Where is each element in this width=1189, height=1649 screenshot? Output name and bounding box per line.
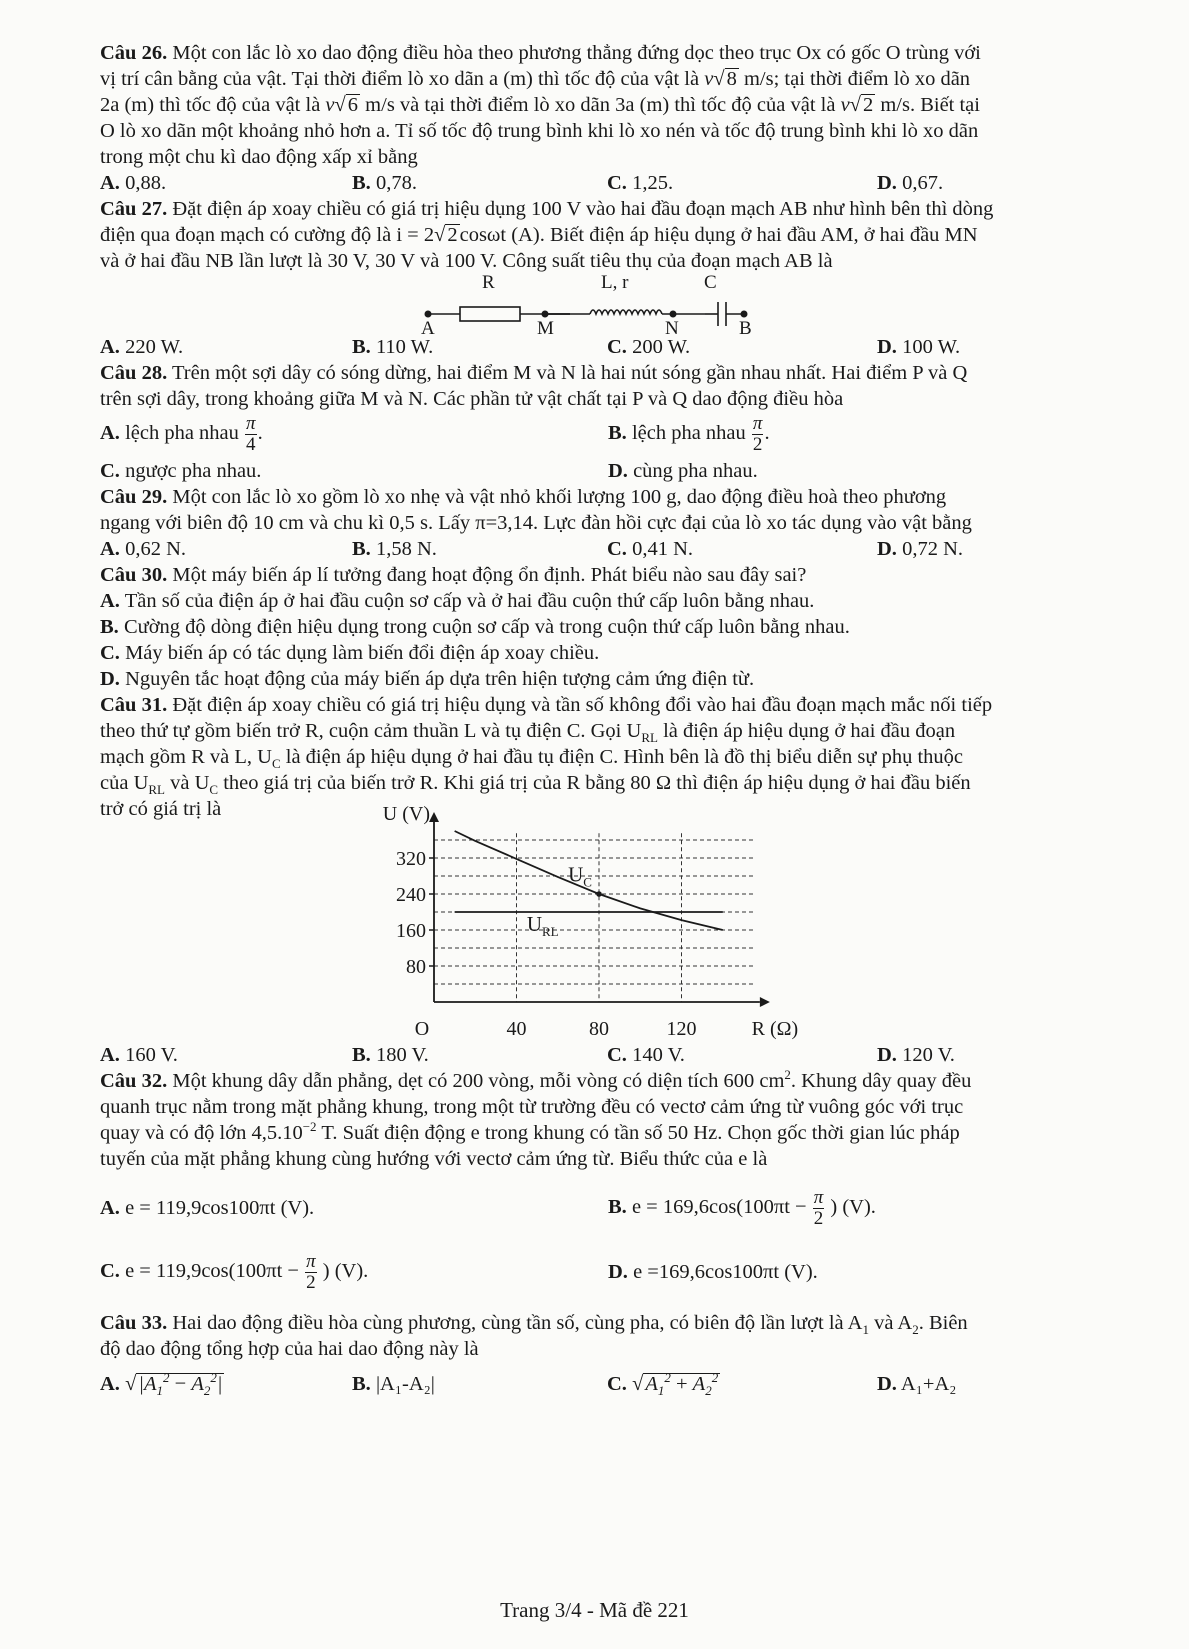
y-tick-label: 240 (396, 884, 426, 906)
subscript: 1 (862, 1322, 869, 1338)
question-text: trên sợi dây, trong khoảng giữa M và N. Các phần tử vật chất tại P và Q dao động điều hòa (100, 388, 844, 410)
series-label-uc-sub: C (583, 874, 592, 890)
var-v: v (704, 68, 714, 90)
numerator: π (813, 1186, 824, 1208)
exam-page (100, 40, 1145, 1406)
question-text: quanh trục nằm trong mặt phẳng khung, trong một từ trường đều có vectơ cảm ứng từ vuông góc với trục (100, 1096, 964, 1118)
question-text: tuyến của mặt phẳng khung cùng hướng với vectơ cảm ứng từ. Biểu thức của e là (100, 1148, 768, 1170)
option-text: lệch pha nhau (119, 421, 245, 444)
question-33 (100, 1310, 1145, 1406)
denominator: 2 (306, 1271, 316, 1293)
option-a[interactable] (100, 1195, 608, 1221)
option-c[interactable] (100, 458, 608, 484)
option-key: B. (100, 616, 119, 638)
x-axis-label: R (Ω) (751, 1018, 799, 1040)
options (100, 412, 1145, 456)
option-text: 200 W. (626, 336, 691, 358)
question-text: Đặt điện áp xoay chiều có giá trị hiệu dụng và tần số không đổi vào hai đầu đoạn mạch mắc nối tiếp (167, 694, 993, 716)
operator: − (169, 1373, 192, 1395)
question-text: Một con lắc lò xo dao động điều hòa theo phương thẳng đứng dọc theo trục Ox có gốc O trùng với (167, 42, 981, 64)
option-key: D. (100, 668, 120, 690)
options (100, 1042, 1145, 1068)
sqrt-expression: v√2 (840, 94, 874, 116)
question-31 (100, 692, 1145, 1068)
label-R: R (482, 272, 495, 293)
origin-label: O (414, 1018, 430, 1040)
inductor-Lr (590, 310, 662, 314)
option-d[interactable] (608, 458, 758, 484)
option-key: C. (607, 1373, 627, 1395)
series-label-url: $U_{RL}$ (526, 911, 559, 939)
question-text: điện qua đoạn mạch có cường độ là i = 2 (100, 224, 435, 246)
denominator: 2 (752, 433, 763, 455)
question-text: O lò xo dãn một khoảng nhỏ hơn a. Tỉ số tốc độ trung bình khi lò xo nén và tốc độ trung bình khi lò xo dãn (100, 120, 979, 142)
option-b[interactable] (352, 536, 607, 562)
superscript: 2 (784, 1067, 791, 1083)
option-key: A. (100, 1044, 120, 1066)
option-key: D. (877, 336, 897, 358)
option-end: ) (V). (825, 1195, 876, 1218)
option-b[interactable] (352, 1371, 607, 1397)
superscript: 2 (210, 1370, 217, 1386)
y-tick-label: 160 (396, 920, 426, 942)
question-label: Câu 32. (100, 1070, 168, 1092)
question-27: Câu 27. Đặt điện áp xoay chiều có giá trị hiệu dụng 100 V vào hai đầu đoạn mạch AB như hình bên thì dòng điện qua đoạn mạch có cường độ là i = 2√2cosωt (A). Biết điện áp hiệu dụng ở hai đầu AM, ở hai đầu MN và ở hai đầu NB lần lượt là 30 V, 30 V và 100 V. Công suất tiêu thụ của đoạn mạch AB là R L, r C A M N B A. 220 W. B. 110 W. C. 200 W. D. 100 W. (100, 196, 1145, 360)
fraction (245, 414, 257, 455)
option-d[interactable] (877, 1042, 955, 1068)
option-end: . (764, 421, 770, 444)
question-label: Câu 30. (100, 564, 168, 586)
question-text: của U (100, 772, 149, 794)
option-text: lệch pha nhau (626, 421, 751, 444)
question-text: m/s và tại thời điểm lò xo dãn 3a (m) thì tốc độ của vật là (360, 94, 841, 116)
question-text: là điện áp hiệu dụng ở hai đầu đoạn (657, 720, 956, 742)
question-32 (100, 1068, 1145, 1304)
superscript: 2 (664, 1370, 671, 1386)
options (100, 1176, 1145, 1240)
option-text: 0,67. (896, 172, 944, 194)
option-d[interactable] (877, 170, 943, 196)
node-B (741, 311, 748, 318)
subscript: 2 (705, 1383, 712, 1399)
option-text: e = 119,9cos100πt (V). (119, 1197, 315, 1219)
subscript: C (209, 782, 219, 798)
radicand: 2 (447, 224, 458, 246)
question-label: Câu 31. (100, 694, 168, 716)
circuit-diagram (100, 272, 1145, 339)
question-29 (100, 484, 1145, 562)
question-text: theo thứ tự gồm biến trở R, cuộn cảm thuần L và tụ điện C. Gọi U (100, 720, 642, 742)
option-text: Nguyên tắc hoạt động của máy biến áp dựa trên hiện tượng cảm ứng điện từ. (119, 668, 755, 690)
options (100, 458, 1145, 484)
option-d[interactable] (100, 666, 1145, 692)
option-c[interactable] (607, 1042, 877, 1068)
option-key: C. (607, 172, 627, 194)
option-key: B. (352, 1044, 371, 1066)
option-key: A. (100, 538, 120, 560)
option-key: B. (352, 172, 371, 194)
option-b[interactable] (100, 614, 1145, 640)
option-key: C. (100, 1259, 120, 1282)
question-text: T. Suất điện động e trong khung có tần số 50 Hz. Chọn gốc thời gian lúc pháp (316, 1122, 960, 1144)
resistor-R (460, 307, 520, 321)
label-Lr: L, r (601, 272, 629, 293)
option-end: ) (V). (317, 1259, 369, 1282)
options (100, 170, 1145, 196)
option-end: . (257, 421, 263, 444)
fraction (305, 1252, 317, 1293)
page-footer: Trang 3/4 - Mã đề 221 (500, 1598, 689, 1622)
question-text: Một máy biến áp lí tưởng đang hoạt động ổn định. Phát biểu nào sau đây sai? (167, 564, 807, 586)
option-key: D. (877, 172, 897, 194)
question-text: trong một chu kì dao động xấp xỉ bằng (100, 146, 418, 168)
subscript: C (271, 756, 281, 772)
option-b[interactable] (608, 414, 770, 455)
question-label: Câu 29. (100, 486, 168, 508)
superscript: −2 (302, 1119, 317, 1135)
question-text: độ dao động tổng hợp của hai dao động này là (100, 1338, 479, 1360)
option-c[interactable] (100, 640, 1145, 666)
x-tick-label: 120 (666, 1018, 697, 1040)
option-key: B. (608, 1195, 627, 1218)
option-key: D. (877, 1044, 897, 1066)
option-text: 180 V. (370, 1044, 429, 1066)
x-tick-label: 80 (589, 1018, 609, 1040)
option-key: B. (352, 1373, 371, 1395)
superscript: 2 (163, 1370, 170, 1386)
superscript: 2 (711, 1370, 719, 1386)
option-key: B. (352, 336, 371, 358)
question-30 (100, 562, 1145, 692)
options (100, 334, 1145, 360)
option-b[interactable] (352, 334, 607, 360)
label-M: M (537, 318, 554, 339)
fraction (752, 414, 764, 455)
label-A: A (421, 318, 435, 339)
sqrt-expression: v√6 (325, 94, 359, 116)
option-key: A. (100, 590, 120, 612)
option-key: C. (100, 460, 120, 482)
option-text: e = 119,9cos(100πt − (119, 1259, 305, 1282)
option-key: D. (608, 460, 628, 482)
option-text: e =169,6cos100πt (V). (627, 1261, 818, 1283)
label-B: B (739, 318, 752, 339)
node-A (425, 311, 432, 318)
denominator: 2 (813, 1207, 824, 1229)
subscript: 2 (912, 1322, 919, 1338)
question-text: Trên một sợi dây có sóng dừng, hai điểm M và N là hai nút sóng gần nhau nhất. Hai điểm P và Q (167, 362, 968, 384)
var-v: v (840, 94, 850, 116)
denominator: 4 (246, 433, 256, 455)
question-text: và ở hai đầu NB lần lượt là 30 V, 30 V và 100 V. Công suất tiêu thụ của đoạn mạch AB là (100, 250, 833, 272)
var-a: A (143, 1373, 157, 1395)
option-a[interactable] (100, 414, 608, 455)
subscript: 1 (156, 1383, 163, 1399)
option-key: C. (607, 1044, 627, 1066)
radicand: 2 (862, 94, 874, 116)
option-d[interactable] (877, 536, 963, 562)
option-key: D. (877, 538, 897, 560)
option-text: 160 V. (119, 1044, 178, 1066)
question-text: Một khung dây dẫn phẳng, dẹt có 200 vòng, mỗi vòng có diện tích 600 cm (167, 1070, 785, 1092)
question-label: Câu 27. (100, 198, 168, 220)
subscript: 1 (657, 1383, 665, 1399)
question-text: cosωt (A). Biết điện áp hiệu dụng ở hai đầu AM, ở hai đầu MN (459, 224, 978, 246)
question-label: Câu 28. (100, 362, 168, 384)
question-text: Hai dao động điều hòa cùng phương, cùng tần số, cùng pha, có biên độ lần lượt là A (167, 1312, 863, 1334)
option-a[interactable] (100, 334, 352, 360)
option-key: A. (100, 336, 120, 358)
var-a: A (692, 1373, 706, 1395)
sqrt-expression: v√8 (704, 68, 737, 90)
option-d[interactable] (877, 334, 960, 360)
option-key: B. (352, 538, 371, 560)
option-a[interactable] (100, 588, 1145, 614)
option-a[interactable]: A. $√|A_1^2 - A_2^2|$ (100, 1370, 223, 1399)
option-text: 100 W. (896, 336, 961, 358)
x-axis-arrow (760, 997, 770, 1007)
label-C: C (704, 272, 717, 293)
option-text: 220 W. (119, 336, 184, 358)
radicand: $|A_1^2 - A_2^2|$ (138, 1370, 223, 1399)
option-c[interactable] (100, 1252, 608, 1293)
var-v: v (325, 94, 335, 116)
question-text: trở có giá trị là (100, 798, 222, 820)
option-text: 0,62 N. (119, 538, 186, 560)
question-28 (100, 360, 1145, 484)
option-a[interactable] (100, 170, 352, 196)
question-text: vị trí cân bằng của vật. Tại thời điểm lò xo dãn a (m) thì tốc độ của vật là (100, 68, 705, 90)
option-d[interactable] (608, 1259, 818, 1285)
option-text: ngược pha nhau. (119, 460, 262, 482)
option-key: A. (100, 421, 120, 444)
question-text: m/s. Biết tại (875, 94, 980, 116)
question-label: Câu 33. (100, 1312, 168, 1334)
question-text: 2a (m) thì tốc độ của vật là (100, 94, 326, 116)
options (100, 1362, 1145, 1406)
var-a: A (645, 1373, 658, 1395)
option-b[interactable] (608, 1188, 876, 1229)
option-text: Cường độ dòng điện hiệu dụng trong cuộn sơ cấp và trong cuộn thứ cấp luôn bằng nhau. (118, 616, 850, 638)
question-26 (100, 40, 1145, 196)
option-key: A. (100, 1197, 120, 1219)
question-label: Câu 26. (100, 42, 168, 64)
question-text: ngang với biên độ 10 cm và chu kì 0,5 s. Lấy π=3,14. Lực đàn hồi cực đại của lò xo tác dụng vào vật bằng (100, 512, 972, 534)
question-text: Một con lắc lò xo gồm lò xo nhẹ và vật nhỏ khối lượng 100 g, dao động điều hoà theo phương (167, 486, 947, 508)
option-b[interactable] (352, 170, 607, 196)
option-text: 0,72 N. (896, 538, 963, 560)
option-a[interactable] (100, 536, 352, 562)
option-c[interactable] (607, 170, 877, 196)
question-text: quay và có độ lớn 4,5.10 (100, 1122, 303, 1144)
question-text: và A (868, 1312, 913, 1334)
series-label-url-sub: RL (541, 923, 559, 939)
option-key: C. (100, 642, 120, 664)
option-text: 110 W. (370, 336, 434, 358)
y-tick-label: 320 (396, 848, 426, 870)
option-key: A. (100, 172, 120, 194)
node-M (542, 311, 549, 318)
node-N (670, 311, 677, 318)
y-tick-label: 80 (406, 956, 426, 978)
options (100, 536, 1145, 562)
option-text: 1,58 N. (370, 538, 437, 560)
numerator: π (752, 412, 763, 434)
option-text: 0,78. (370, 172, 417, 194)
option-text: 1,25. (626, 172, 674, 194)
option-key: A. (100, 1373, 120, 1395)
series-label-uc: $U_C$ (568, 862, 592, 890)
question-text: Đặt điện áp xoay chiều có giá trị hiệu dụng 100 V vào hai đầu đoạn mạch AB như hình bên thì dòng (167, 198, 994, 220)
numerator: π (246, 412, 256, 434)
var-a: A (191, 1373, 204, 1395)
subscript: RL (641, 730, 658, 746)
question-text: . Biên (918, 1312, 968, 1334)
option-key: B. (608, 421, 627, 444)
subscript: RL (148, 782, 166, 798)
radicand: 8 (726, 68, 737, 90)
option-text: 0,88. (119, 172, 167, 194)
question-text: là điện áp hiệu dụng ở hai đầu tụ điện C. Hình bên là đồ thị biểu diễn sự phụ thuộc (280, 746, 964, 768)
label-N: N (665, 318, 679, 339)
operator: + (670, 1373, 693, 1395)
question-text: . Khung dây quay đều (790, 1070, 972, 1092)
option-text: Tần số của điện áp ở hai đầu cuộn sơ cấp và ở hai đầu cuộn thứ cấp luôn bằng nhau. (119, 590, 815, 612)
option-text: Máy biến áp có tác dụng làm biến đổi điện áp xoay chiều. (119, 642, 600, 664)
option-text: A₁+A₂ (896, 1373, 957, 1395)
subscript: 2 (203, 1383, 211, 1399)
fraction (813, 1188, 825, 1229)
option-c[interactable]: C. $√A_1^2 + A_2^2$ (607, 1370, 719, 1399)
question-text: mạch gồm R và L, U (100, 746, 272, 768)
option-text: cùng pha nhau. (627, 460, 758, 482)
question-text: m/s; tại thời điểm lò xo dãn (738, 68, 971, 90)
option-d[interactable] (877, 1371, 956, 1397)
option-key: D. (608, 1261, 628, 1283)
option-b[interactable] (352, 1042, 607, 1068)
option-text: |A₁-A₂| (370, 1373, 435, 1395)
numerator: π (306, 1250, 316, 1272)
option-text: 140 V. (626, 1044, 685, 1066)
question-text: theo giá trị của biến trở R. Khi giá trị của R bằng 80 Ω thì điện áp hiệu dụng ở hai đầu biến (218, 772, 971, 794)
radicand: 6 (347, 94, 359, 116)
x-tick-label: 40 (506, 1018, 527, 1040)
options (100, 1240, 1145, 1304)
option-text: 120 V. (896, 1044, 955, 1066)
option-key: D. (877, 1373, 897, 1395)
option-c[interactable] (607, 536, 877, 562)
option-key: C. (607, 538, 627, 560)
option-text: e = 169,6cos(100πt − (626, 1195, 812, 1218)
option-key: C. (607, 336, 627, 358)
y-axis-label: U (V) (382, 803, 430, 825)
question-text: và U (165, 772, 210, 794)
marked-point (596, 891, 602, 897)
option-a[interactable] (100, 1042, 352, 1068)
option-text: 0,41 N. (626, 538, 693, 560)
